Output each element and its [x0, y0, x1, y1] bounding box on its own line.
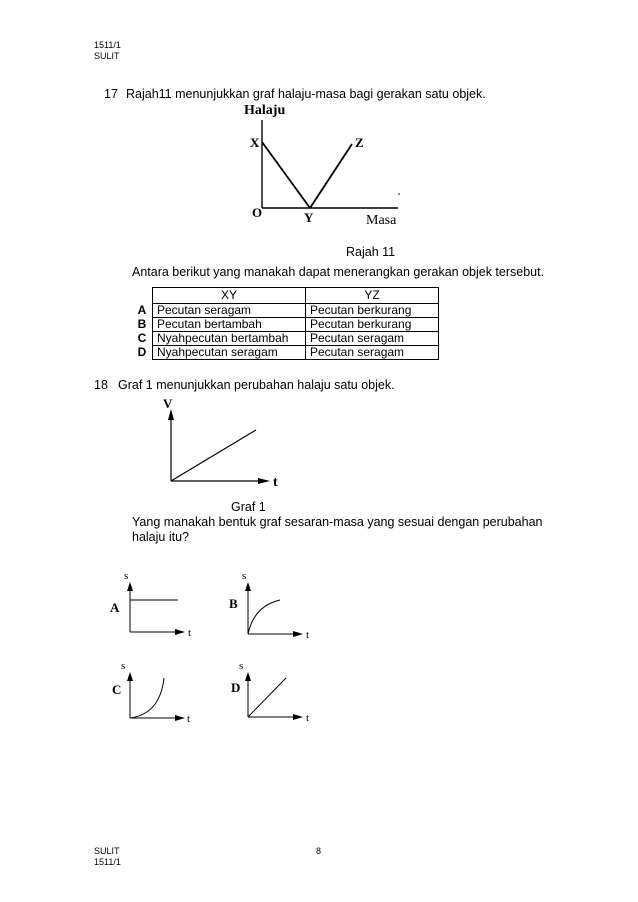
- option-c-y-arrow: [127, 672, 133, 681]
- footer-code: 1511/1: [94, 857, 121, 867]
- q18-option-b-graph[interactable]: [228, 566, 328, 646]
- option-c-x-label: t: [187, 713, 191, 725]
- q17-dot: [398, 193, 400, 195]
- q17-velocity-time-graph: [236, 100, 436, 230]
- q17-header-xy: XY: [153, 288, 306, 304]
- q18-number: 18: [94, 378, 108, 392]
- q17-origin: O: [252, 205, 263, 220]
- option-c-x-arrow: [175, 715, 185, 721]
- header-label: SULIT: [94, 51, 120, 61]
- option-a-y-label: s: [124, 570, 129, 582]
- q18-x-axis-label: t: [273, 475, 278, 490]
- option-c-y-label: s: [121, 660, 126, 672]
- option-yz: Pecutan berkurang: [306, 318, 439, 332]
- q17-line-yz: [310, 144, 352, 208]
- q18-y-axis-label: V: [163, 396, 173, 411]
- option-xy: Nyahpecutan seragam: [153, 346, 306, 360]
- q18-option-d-graph[interactable]: [228, 656, 328, 736]
- q17-point-z: Z: [355, 135, 364, 150]
- footer-page-number: 8: [316, 846, 322, 856]
- q18-text: Graf 1 menunjukkan perubahan halaju satu objek.: [118, 378, 395, 392]
- option-d-x-arrow: [293, 714, 303, 720]
- option-d-x-label: t: [306, 712, 310, 724]
- q17-caption: Rajah 11: [346, 245, 396, 259]
- q17-line-xy: [262, 142, 310, 208]
- q17-option-row-c[interactable]: [132, 332, 439, 346]
- option-a-x-arrow: [175, 629, 185, 635]
- q17-option-row-b[interactable]: [132, 318, 439, 332]
- q17-point-y: Y: [304, 210, 314, 225]
- option-letter: B: [137, 317, 147, 331]
- option-d-y-arrow: [245, 672, 251, 681]
- option-b-y-label: s: [242, 570, 247, 582]
- option-c-letter: C: [112, 682, 122, 697]
- option-yz: Pecutan seragam: [306, 346, 439, 360]
- option-a-letter: A: [110, 600, 120, 615]
- option-c-curve: [130, 678, 164, 718]
- q17-point-x: X: [250, 135, 260, 150]
- q18-prompt-line1: Yang manakah bentuk graf sesaran-masa yang sesuai dengan perubahan: [132, 515, 543, 529]
- q18-prompt-line2: halaju itu?: [132, 530, 189, 544]
- option-letter: D: [137, 345, 147, 359]
- option-d-curve: [248, 678, 286, 717]
- option-b-y-arrow: [245, 582, 251, 591]
- option-a-y-arrow: [127, 582, 133, 591]
- option-xy: Pecutan seragam: [153, 304, 306, 318]
- option-xy: Pecutan bertambah: [153, 318, 306, 332]
- option-xy: Nyahpecutan bertambah: [153, 332, 306, 346]
- q18-velocity-line: [171, 430, 256, 481]
- q18-x-arrow: [258, 478, 270, 484]
- q17-options-table: [132, 287, 439, 360]
- option-yz: Pecutan berkurang: [306, 304, 439, 318]
- q17-header-yz: YZ: [306, 288, 439, 304]
- option-b-x-arrow: [293, 631, 303, 637]
- footer-label: SULIT: [94, 846, 120, 856]
- q17-option-row-a[interactable]: [132, 304, 439, 318]
- q18-option-a-graph[interactable]: [108, 566, 208, 646]
- q18-option-c-graph[interactable]: [108, 656, 208, 736]
- option-d-letter: D: [231, 680, 241, 695]
- q17-x-axis-label: Masa: [366, 213, 397, 228]
- option-b-letter: B: [229, 596, 238, 611]
- q17-table-header-row: [132, 288, 439, 304]
- option-b-curve: [248, 600, 280, 634]
- option-d-y-label: s: [239, 660, 244, 672]
- option-b-x-label: t: [306, 629, 310, 641]
- q18-caption: Graf 1: [231, 500, 266, 514]
- q17-prompt: Antara berikut yang manakah dapat menerangkan gerakan objek tersebut.: [132, 265, 545, 279]
- option-letter: C: [137, 331, 147, 345]
- option-yz: Pecutan seragam: [306, 332, 439, 346]
- q17-option-row-d[interactable]: [132, 346, 439, 360]
- q17-y-axis-label: Halaju: [244, 103, 286, 118]
- option-letter: A: [137, 303, 147, 317]
- header-code: 1511/1: [94, 40, 121, 50]
- q18-velocity-graph: [150, 392, 290, 492]
- option-a-x-label: t: [188, 627, 192, 639]
- q17-text: Rajah11 menunjukkan graf halaju-masa bagi gerakan satu objek.: [126, 87, 486, 101]
- q17-number: 17: [104, 87, 118, 101]
